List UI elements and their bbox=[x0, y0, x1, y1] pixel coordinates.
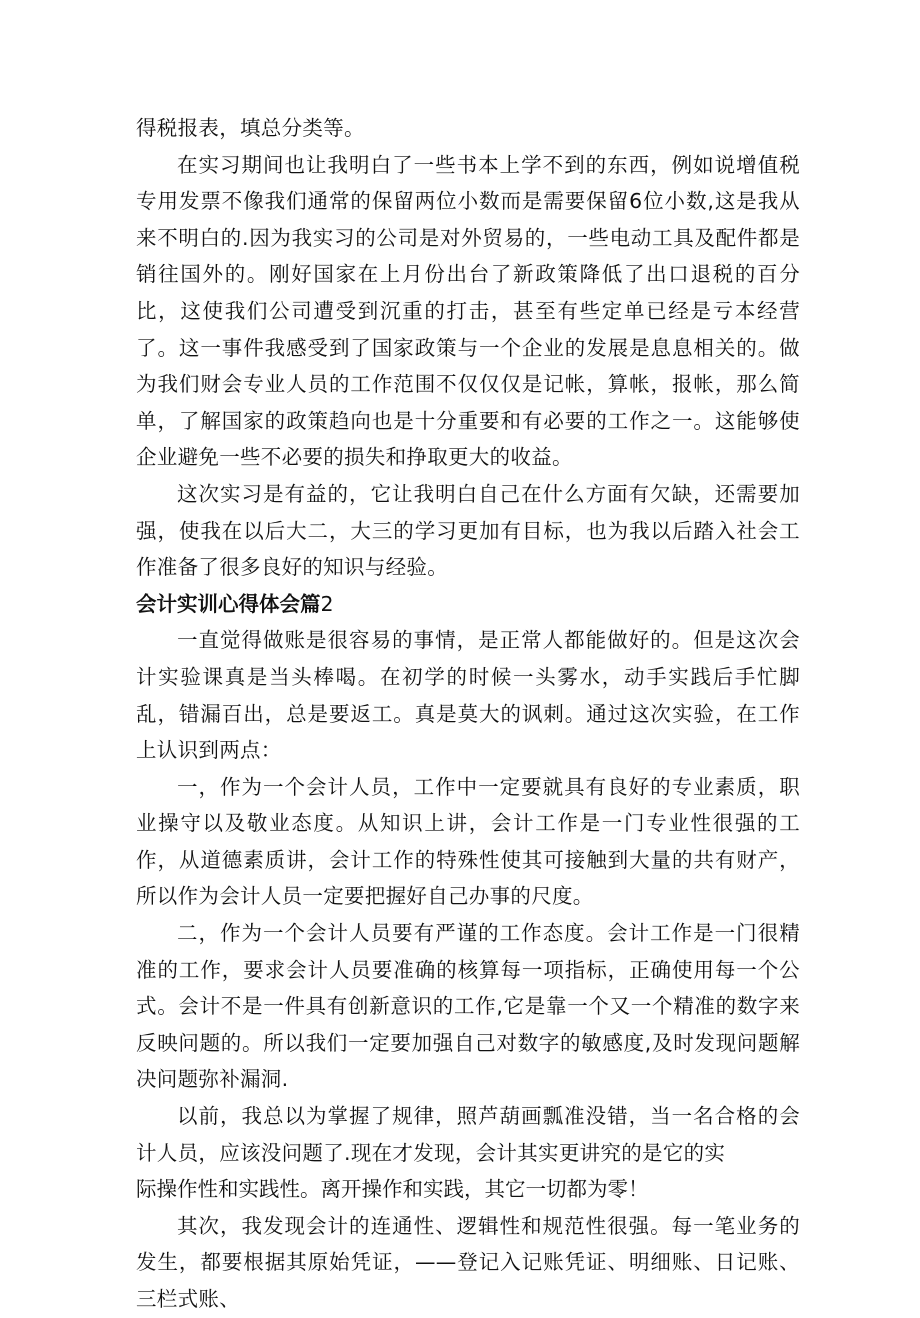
section-heading-text: 会计实训心得体会篇 bbox=[136, 591, 321, 616]
paragraph-intro: 一直觉得做账是很容易的事情，是正常人都能做好的。但是这次会计实验课真是当头棒喝。在初学的时候一头雾水，动手实践后手忙脚乱，错漏百出，总是要返工。真是莫大的讽刺。通过这次实验，在工作上认识到两点： bbox=[136, 628, 800, 763]
paragraph-internship-lessons: 在实习期间也让我明白了一些书本上学不到的东西，例如说增值税专用发票不像我们通常的保留两位小数而是需要保留6位小数,这是我从来不明白的.因为我实习的公司是对外贸易的，一些电动工具及配件都是销往国外的。刚好国家在上月份出台了新政策降低了出口退税的百分比，这使我们公司遭受到沉重的打击，甚至有些定单已经是亏本经营了。这一事件我感受到了国家政策与一个企业的发展是息息相关的。做为我们财会专业人员的工作范围不仅仅仅是记帐，算帐，报帐，那么简单，了解国家的政策趋向也是十分重要和有必要的工作之一。这能够使企业避免一些不必要的损失和挣取更大的收益。 bbox=[136, 152, 800, 470]
paragraph-point-two: 二，作为一个会计人员要有严谨的工作态度。会计工作是一门很精准的工作，要求会计人员要准确的核算每一项指标，正确使用每一个公式。会计不是一件具有创新意识的工作,它是靠一个又一个精准的数字来反映问题的。所以我们一定要加强自己对数字的敏感度,及时发现问题解决问题弥补漏洞. bbox=[136, 921, 800, 1092]
section-heading bbox=[136, 586, 800, 623]
paragraph-continuation: 得税报表，填总分类等。 bbox=[136, 116, 365, 140]
paragraph-internship-benefit: 这次实习是有益的，它让我明白自己在什么方面有欠缺，还需要加强，使我在以后大二，大三的学习更加有目标，也为我以后踏入社会工作准备了很多良好的知识与经验。 bbox=[136, 481, 800, 580]
paragraph-before: 以前，我总以为掌握了规律，照芦葫画瓢准没错，当一名合格的会计人员，应该没问题了.现在才发现，会计其实更讲究的是它的实 bbox=[136, 1104, 800, 1165]
document-body bbox=[136, 110, 800, 1318]
paragraph-point-one: 一，作为一个会计人员，工作中一定要就具有良好的专业素质，职业操守以及敬业态度。从知识上讲，会计工作是一门专业性很强的工作，从道德素质讲，会计工作的特殊性使其可接触到大量的共有财产，所以作为会计人员一定要把握好自己办事的尺度。 bbox=[136, 774, 800, 909]
section-heading-number: 2 bbox=[320, 591, 334, 616]
paragraph-before-continued: 际操作性和实践性。离开操作和实践，其它一切都为零！ bbox=[136, 1177, 649, 1202]
paragraph-secondly: 其次，我发现会计的连通性、逻辑性和规范性很强。每一笔业务的发生，都要根据其原始凭证，——登记入记账凭证、明细账、日记账、三栏式账、 bbox=[136, 1213, 800, 1311]
